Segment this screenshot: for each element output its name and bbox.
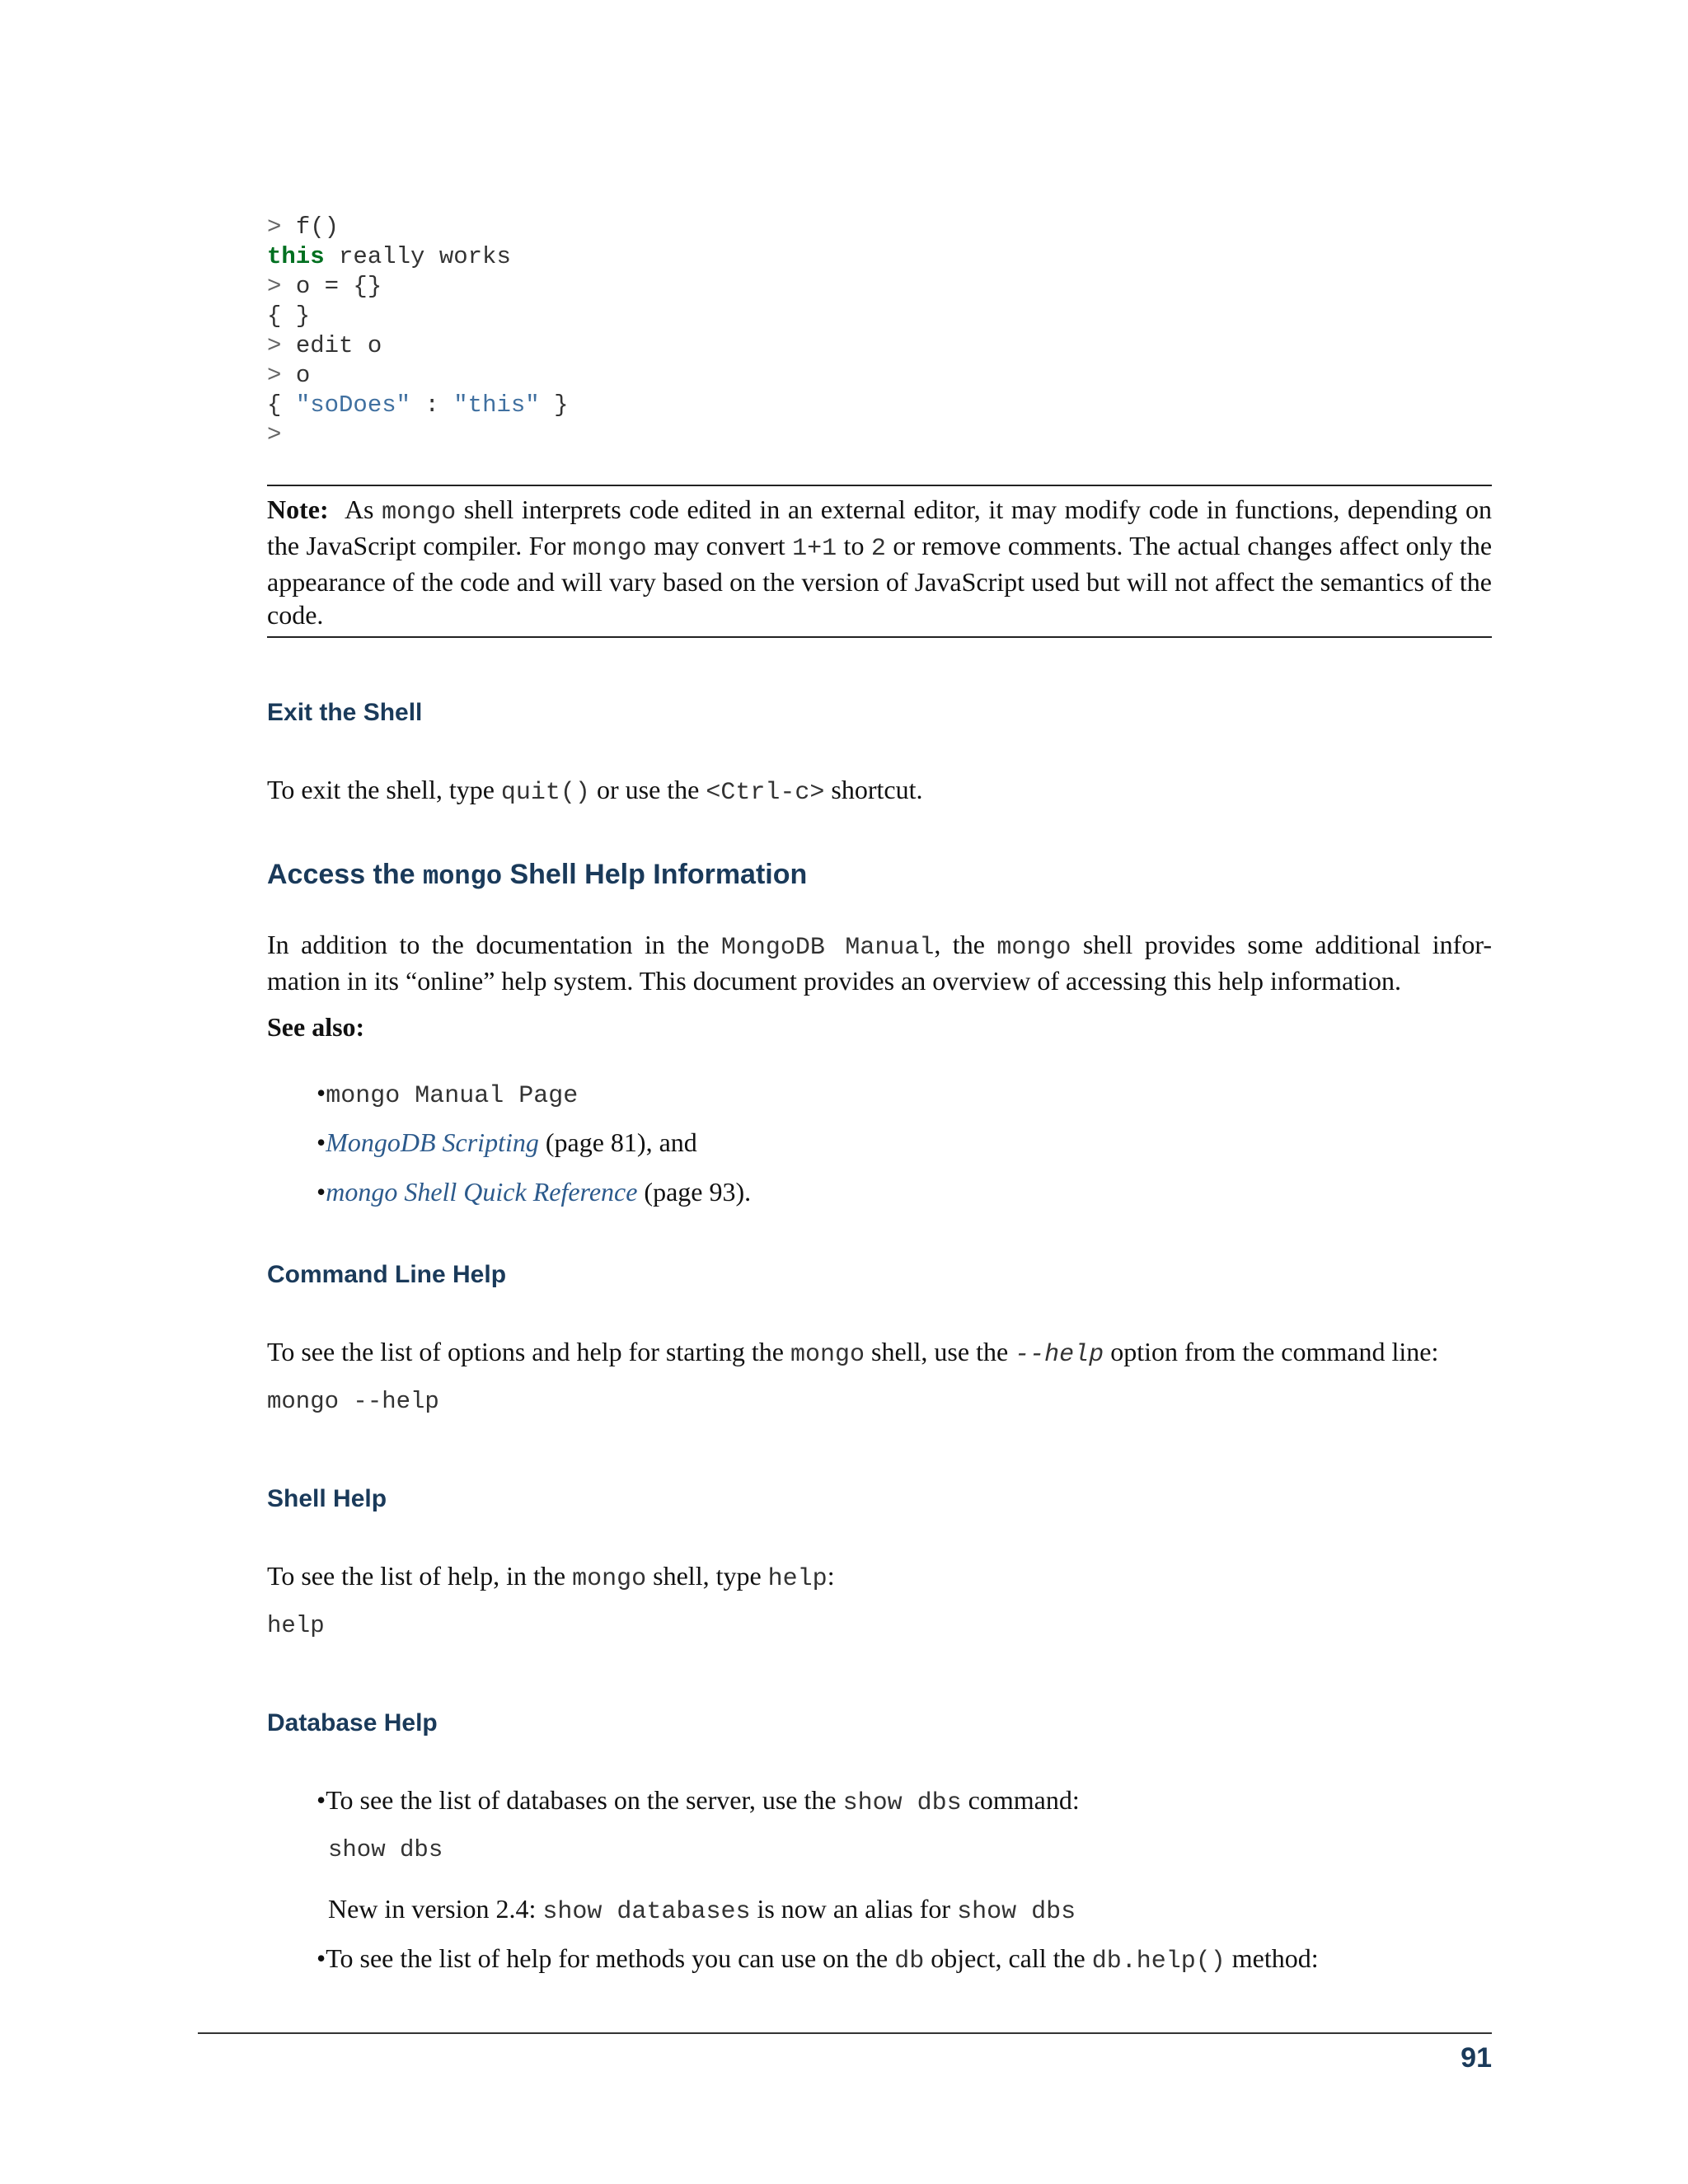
list-item: •mongo Manual Page: [316, 1078, 579, 1110]
list-item: •To see the list of help for methods you can use on the db object, call the db.help() method:: [316, 1943, 1319, 1975]
see-also-label: See also:: [267, 1012, 365, 1042]
code-snippet: help: [267, 1612, 325, 1639]
note-paragraph: Note: As mongo shell interprets code edited in an external editor, it may modify code in functions, depending on the JavaScript compiler. For mongo may convert 1+1 to 2 or remove comments. The actual changes affect only the appearance of the code and will vary based on the version of JavaScript used but will not affect the semantics of the code.: [267, 494, 1493, 630]
code-line: { "soDoes" : "this" }: [267, 391, 569, 419]
code-snippet: mongo --help: [267, 1388, 439, 1415]
code-line: >: [267, 421, 282, 448]
code-line: > o = {}: [267, 273, 382, 300]
link-shell-quick-reference[interactable]: mongo Shell Quick Reference: [326, 1177, 638, 1207]
note-top-rule: [267, 485, 1492, 486]
note-bottom-rule: [267, 636, 1492, 638]
shell-help-paragraph: To see the list of help, in the mongo shell, type help:: [267, 1561, 835, 1593]
link-mongodb-scripting[interactable]: MongoDB Scripting: [326, 1127, 539, 1157]
heading-shell-help: Shell Help: [267, 1485, 387, 1512]
exit-shell-paragraph: To exit the shell, type quit() or use the <Ctrl-c> shortcut.: [267, 775, 923, 807]
heading-database-help: Database Help: [267, 1709, 438, 1736]
heading-exit-shell: Exit the Shell: [267, 699, 423, 726]
heading-command-line-help: Command Line Help: [267, 1261, 507, 1288]
version-note: New in version 2.4: show databases is now an alias for show dbs: [328, 1894, 1076, 1926]
footer-rule: [198, 2032, 1492, 2034]
heading-access-help: Access the mongo Shell Help Information: [267, 859, 808, 892]
list-item: •To see the list of databases on the server, use the show dbs command:: [316, 1785, 1080, 1817]
code-line: > edit o: [267, 332, 382, 359]
command-line-help-paragraph: To see the list of options and help for starting the mongo shell, use the --help option from the command line:: [267, 1337, 1439, 1369]
list-item: •MongoDB Scripting (page 81), and: [316, 1127, 697, 1157]
code-line: > o: [267, 362, 311, 389]
page-number: 91: [1461, 2042, 1492, 2074]
code-line: { }: [267, 302, 311, 330]
access-help-paragraph: In addition to the documentation in the MongoDB Manual, the mongo shell provides some additional infor- mation in its “online” help system. This document provides an overview of accessing this help information.: [267, 930, 1492, 996]
code-line: > f(): [267, 213, 340, 241]
list-item: •mongo Shell Quick Reference (page 93).: [316, 1177, 752, 1207]
code-snippet: show dbs: [328, 1836, 443, 1863]
code-line: this really works: [267, 243, 511, 270]
